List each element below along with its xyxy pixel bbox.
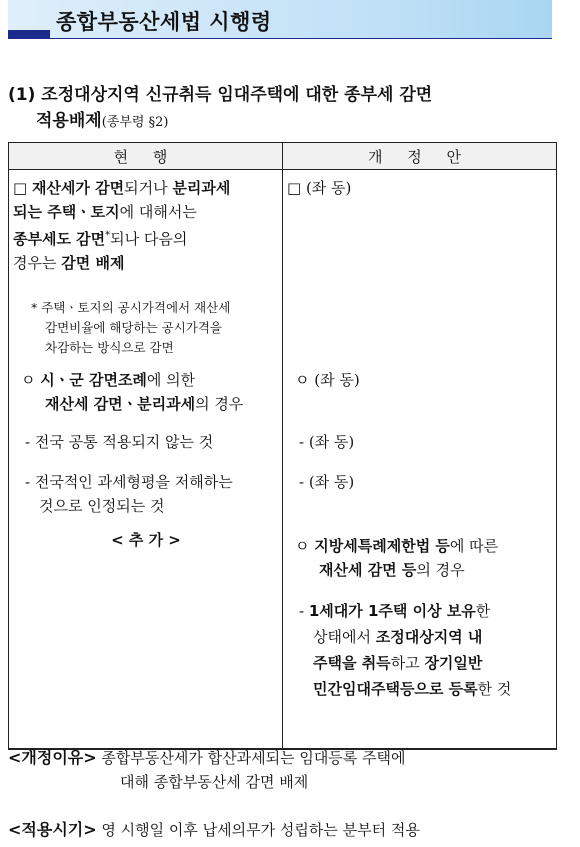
revised-new-circle-item: ㅇ 지방세특례제한법 등에 따른 재산세 감면 등의 경우 [295,537,499,579]
section-title-line1: 조정대상지역 신규취득 임대주택에 대한 종부세 감면 [41,85,433,105]
revised-same-1: □ (좌 동) [287,179,352,197]
amendment-reason: <개정이유> 종합부동산세가 합산과세되는 임대등록 주택에 대해 종합부동산세 감면 배제 [8,748,406,791]
revised-column [283,170,557,750]
current-footnote: * 주택ㆍ토지의 공시가격에서 재산세 감면비율에 해당하는 공시가격을 차감하는 방식으로 감면 [31,300,231,355]
current-column [9,170,283,750]
comparison-table [8,142,557,750]
banner-accent-bar [8,30,50,39]
revised-same-4: - (좌 동) [299,473,355,491]
reason-label: <개정이유> [8,748,97,767]
revised-new-dash-item: - 1세대가 1주택 이상 보유한 상태에서 조정대상지역 내 주택을 취득하고 장기일반 민간임대주택등으로 등록한 것 [299,602,512,698]
current-dash-item-1: - 전국 공통 적용되지 않는 것 [25,433,214,451]
current-main-clause: □ 재산세가 감면되거나 분리과세 되는 주택ㆍ토지에 대해서는 종부세도 감면*되나 다음의 경우는 감면 배제 [13,179,231,272]
page-title: 종합부동산세법 시행령 [56,10,272,34]
section-ref: (종부령 §2) [101,115,169,130]
section-title-line2: 적용배제 [36,111,102,131]
col-header-revised: 개 정 안 [283,143,557,170]
revised-same-3: - (좌 동) [299,433,355,451]
col-header-current: 현 행 [9,143,283,170]
section-heading [8,82,560,136]
revised-same-2: ㅇ (좌 동) [295,371,360,389]
current-circle-item: ㅇ 시ㆍ군 감면조례에 의한 재산세 감면ㆍ분리과세의 경우 [21,371,244,413]
section-number: (1) [8,85,36,105]
current-added-marker: < 추 가 > [111,531,181,549]
apply-label: <적용시기> [8,820,97,839]
application-date: <적용시기> 영 시행일 이후 납세의무가 성립하는 분부터 적용 [8,820,420,839]
current-dash-item-2: - 전국적인 과세형평을 저해하는 것으로 인정되는 것 [25,473,233,515]
